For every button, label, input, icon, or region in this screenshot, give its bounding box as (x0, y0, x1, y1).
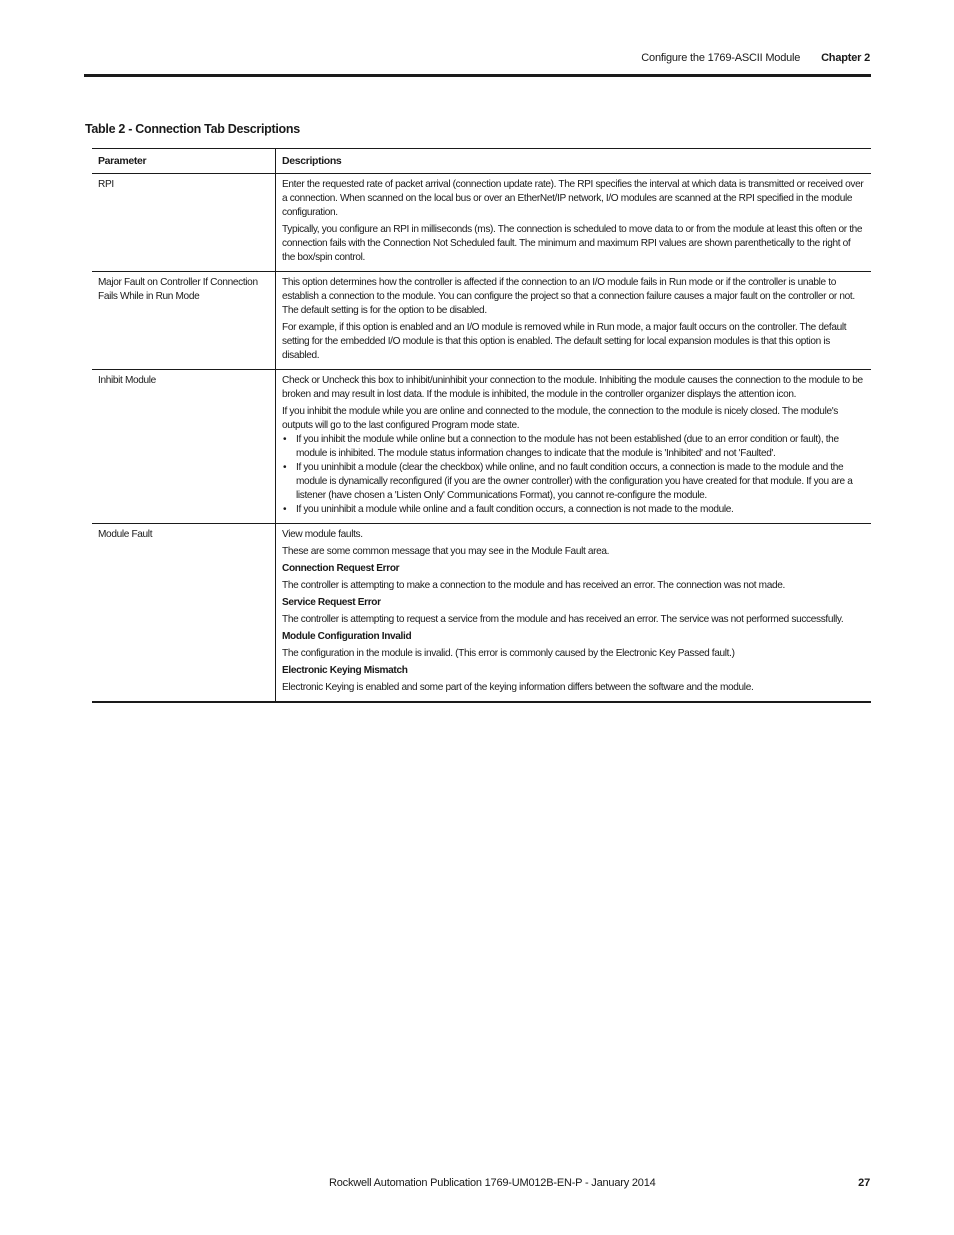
column-header-descriptions: Descriptions (276, 149, 872, 174)
parameter-cell: Module Fault (92, 524, 276, 703)
table-row-rpi (92, 174, 871, 272)
description-paragraph: Check or Uncheck this box to inhibit/uninhibit your connection to the module. Inhibiting the module causes the connection to the module to be broken and may result in lost data. If the module is inhibited, the module in the controller organizer displays the attention icon. (282, 375, 863, 400)
parameter-cell: RPI (92, 174, 276, 272)
header-section-title: Configure the 1769-ASCII Module (641, 52, 801, 64)
description-cell (276, 370, 872, 524)
description-cell (276, 174, 872, 272)
bullet-item: • If you uninhibit a module (clear the checkbox) while online, and no fault condition occurs, a connection is made to the module and the module is dynamically reconfigured (if you are the owner controller) with the configuration you have created for that module. If you are a listener (have chosen a 'Listen Only' Communications Format), you cannot re-configure the module. (296, 461, 865, 503)
description-cell (276, 272, 872, 370)
table-header-row (92, 149, 871, 174)
table-row-module-fault (92, 524, 871, 703)
table-row-major-fault (92, 272, 871, 370)
header-rule (84, 74, 871, 77)
fault-heading: Connection Request Error (282, 563, 400, 574)
bullet-list (282, 433, 865, 517)
fault-heading: Electronic Keying Mismatch (282, 665, 408, 676)
table-row-inhibit-module (92, 370, 871, 524)
description-paragraph: Typically, you configure an RPI in milliseconds (ms). The connection is scheduled to move data to or from the module at least this often or the connection fails with the Connection Not Scheduled fault. The minimum and maximum RPI values are shown parenthetically to the right of the box/spin control. (282, 224, 863, 263)
fault-heading: Service Request Error (282, 597, 381, 608)
description-paragraph: Enter the requested rate of packet arrival (connection update rate). The RPI specifies the interval at which data is transmitted or received over a connection. When scanned on the local bus or over an EtherNet/IP network, I/O modules are scanned at the RPI specified in the module configuration. (282, 179, 864, 218)
footer-publication: Rockwell Automation Publication 1769-UM012B-EN-P - January 2014 (329, 1177, 656, 1189)
page-number: 27 (858, 1177, 870, 1189)
table-title: Table 2 - Connection Tab Descriptions (85, 122, 300, 136)
fault-description: The controller is attempting to request a service from the module and has received an error. The service was not performed successfully. (282, 614, 844, 625)
header-chapter: Chapter 2 (821, 52, 870, 64)
connection-tab-table (92, 148, 871, 703)
description-paragraph: These are some common message that you may see in the Module Fault area. (282, 546, 610, 557)
fault-description: The controller is attempting to make a connection to the module and has received an error. The connection was not made. (282, 580, 785, 591)
bullet-item: • If you inhibit the module while online but a connection to the module has not been established (due to an error condition or fault), the module is inhibited. The module status information changes to indicate that the module is 'Inhibited' and not 'Faulted'. (296, 433, 865, 461)
description-paragraph: If you inhibit the module while you are online and connected to the module, the connection to the module is nicely closed. The module's outputs will go to the last configured Program mode state. (282, 406, 839, 431)
column-header-parameter: Parameter (92, 149, 276, 174)
fault-description: Electronic Keying is enabled and some part of the keying information differs between the software and the module. (282, 682, 754, 693)
description-paragraph: View module faults. (282, 529, 363, 540)
fault-description: The configuration in the module is invalid. (This error is commonly caused by the Electronic Key Passed fault.) (282, 648, 735, 659)
description-paragraph: For example, if this option is enabled and an I/O module is removed while in Run mode, a major fault occurs on the controller. The default setting for the embedded I/O module is that this option is enabled. The default setting for local expansion modules is that this option is disabled. (282, 322, 847, 361)
page-header (641, 52, 870, 64)
parameter-cell: Major Fault on Controller If Connection Fails While in Run Mode (92, 272, 276, 370)
description-cell (276, 524, 872, 703)
parameter-cell: Inhibit Module (92, 370, 276, 524)
fault-heading: Module Configuration Invalid (282, 631, 412, 642)
bullet-item: • If you uninhibit a module while online and a fault condition occurs, a connection is not made to the module. (296, 503, 865, 517)
description-paragraph: This option determines how the controller is affected if the connection to an I/O module fails in Run mode or if the controller is unable to establish a connection to the module. You can configure the project so that a connection failure causes a major fault on the controller or not. The default setting is for the option to be disabled. (282, 277, 855, 316)
